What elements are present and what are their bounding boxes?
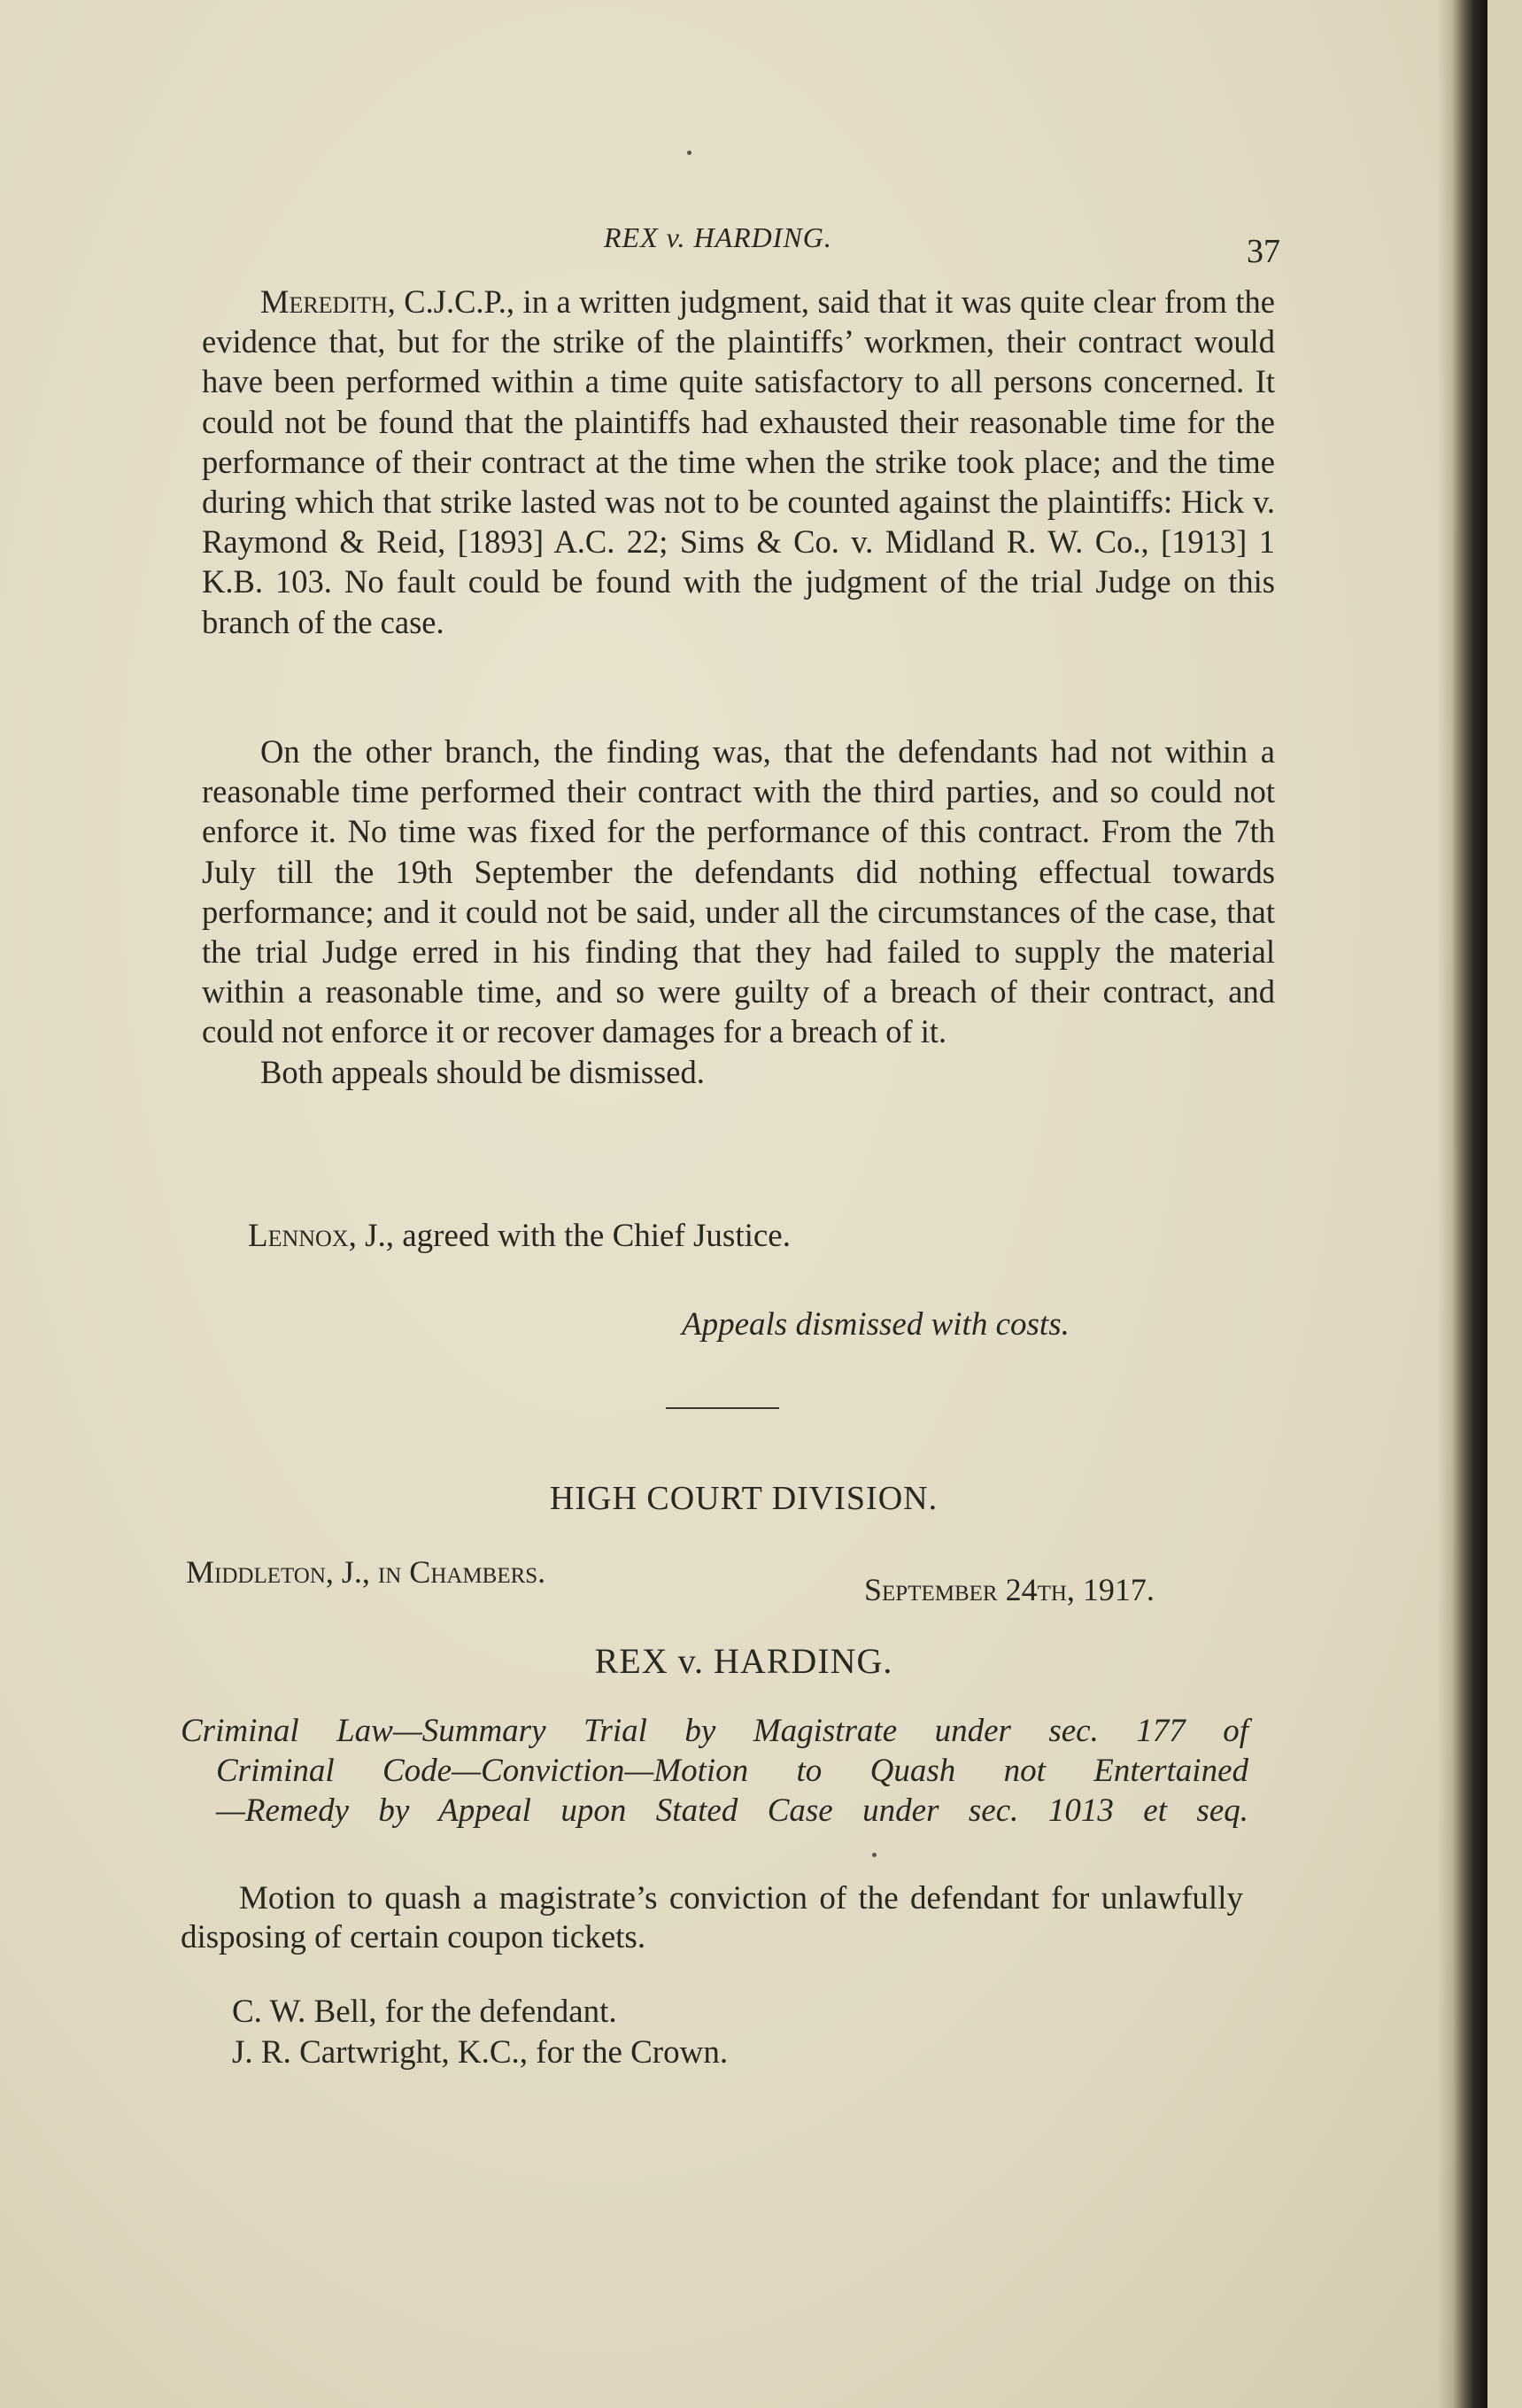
headnote-line-2: Criminal Code—Conviction—Motion to Quash not Entertained [216,1753,1248,1789]
headnote [181,1711,1248,1831]
judgment-text: , C.J.C.P., in a written judgment, said that it was quite clear from the evidence that, but for the strike of the plaintiffs’ workmen, their contract would have been performed within a time quite satisfactory to all persons concerned. It could not be found that the plaintiffs had exhausted their reasonable time for the performance of their contract at the time when the strike took place; and the time during which that strike lasted was not to be counted against the plaintiffs: Hick v. Raymond & Reid, [1893] A.C. 22; Sims & Co. v. Midland R. W. Co., [1913] 1 K.B. 103. No fault could be found with the judgment of the trial Judge on this branch of the case. [202,283,1275,640]
decision-date-year: , 1917. [1066,1572,1155,1607]
concurring-judge: Lennox [248,1218,349,1254]
judgment-paragraph-2 [202,732,1275,1092]
counsel-defendant: C. W. Bell, for the defendant. [232,1994,617,2030]
concurrence-text: , J., agreed with the Chief Justice. [348,1218,791,1254]
motion-description: Motion to quash a magistrate’s conviction of the defendant for unlawfully disposing of certain coupon tickets. [181,1880,1243,1955]
disposition: Appeals dismissed with costs. [682,1306,1070,1343]
headnote-line-1: Criminal Law—Summary Trial by Magistrate under sec. 177 of [181,1713,1248,1749]
judgment-text-2: On the other branch, the finding was, that the defendants had not within a reasonable time performed their contract with the third parties, and so could not enforce it. No time was fixed for the performance of this contract. From the 7th July till the 19th September the defendants did nothing effectual towards performance; and it could not be said, under all the circumstances of the case, that the trial Judge erred in his finding that they had failed to supply the material within a reasonable time, and so were guilty of a breach of their contract, and could not enforce it or recover damages for a breach of it. [202,733,1275,1050]
judgment-paragraph-1 [202,282,1275,642]
page-number: 37 [1247,233,1280,270]
concurrence [248,1217,791,1255]
division-heading: HIGH COURT DIVISION. [549,1480,939,1517]
counsel-crown: J. R. Cartwright, K.C., for the Crown. [232,2034,729,2071]
case-title: REX v. HARDING. [594,1641,893,1681]
judge-chambers: Middleton, J., in Chambers. [186,1554,546,1590]
decision-date [864,1571,1155,1608]
running-head: REX v. HARDING. [604,221,832,253]
section-divider [666,1407,779,1409]
judgment-conclusion: Both appeals should be dismissed. [260,1053,705,1090]
page-speck [872,1853,877,1857]
decision-date-day: September 24th [864,1572,1067,1607]
book-binding [1453,0,1487,2408]
headnote-line-3: —Remedy by Appeal upon Stated Case under sec. 1013 et seq. [216,1792,1248,1829]
page-speck [687,151,691,155]
binding-shadow [1437,0,1453,2408]
judge-name: Meredith [260,283,388,320]
